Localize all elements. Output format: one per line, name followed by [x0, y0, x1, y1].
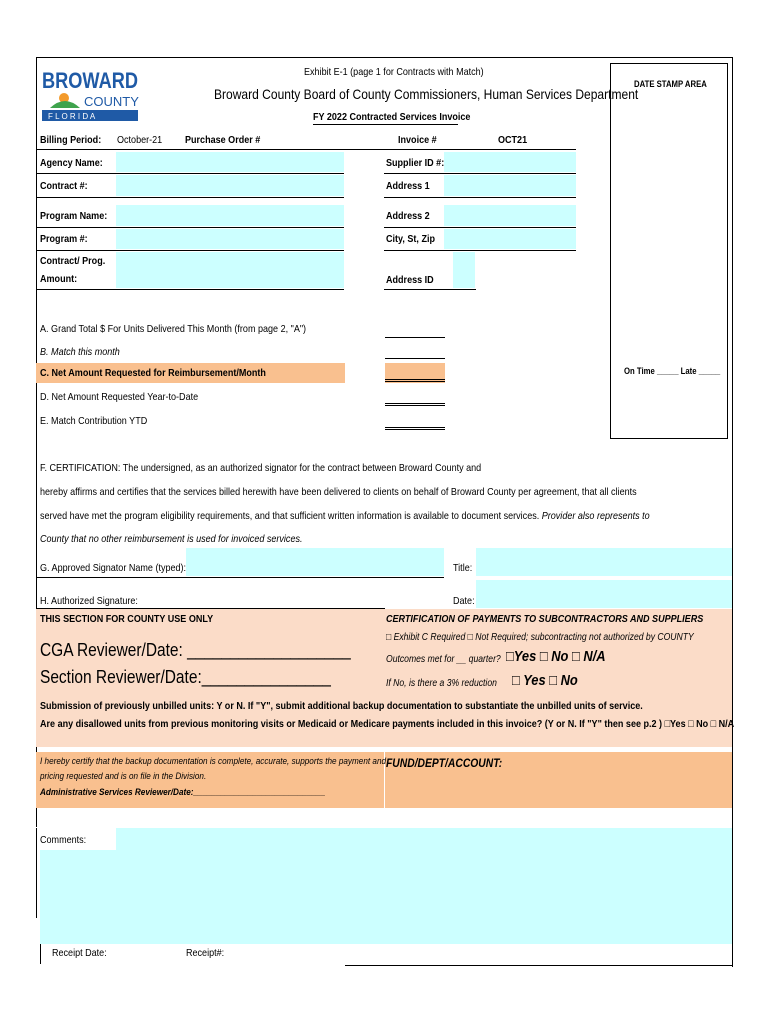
address2-input[interactable]: [444, 205, 576, 226]
billing-period-value[interactable]: October-21: [117, 134, 163, 146]
reduction-label: If No, is there a 3% reduction: [386, 678, 497, 689]
signator-title-label: Title:: [453, 562, 473, 574]
row-line: [36, 289, 344, 290]
address-id-input[interactable]: [453, 252, 475, 288]
program-number-label: Program #:: [40, 233, 88, 245]
receipt-number-label: Receipt#:: [186, 947, 225, 959]
admin-cert-line-2: pricing requested and is on file in the Division.: [40, 771, 207, 782]
receipt-date-label: Receipt Date:: [52, 947, 107, 959]
invoice-number-label: Invoice #: [398, 134, 437, 146]
receipt-underline[interactable]: [345, 965, 733, 966]
exhibit-label: Exhibit E-1 (page 1 for Contracts with Match): [304, 66, 484, 78]
billing-period-label: Billing Period:: [40, 134, 102, 146]
line-b-input[interactable]: [385, 358, 445, 359]
line-c-label: C. Net Amount Requested for Reimbursement/Month: [40, 367, 266, 379]
line-e-label: E. Match Contribution YTD: [40, 415, 148, 427]
signature-label: H. Authorized Signature:: [40, 595, 138, 607]
line-d-input[interactable]: [385, 403, 445, 406]
program-name-label: Program Name:: [40, 210, 108, 222]
signature-date-input[interactable]: [476, 580, 732, 608]
row-line: [384, 250, 576, 251]
cert-line-4: County that no other reimbursement is used for invoiced services.: [40, 533, 303, 545]
contract-number-label: Contract #:: [40, 180, 88, 192]
section-reviewer[interactable]: Section Reviewer/Date:_______________: [40, 667, 331, 687]
line-e-input[interactable]: [385, 427, 445, 430]
signature-date-label: Date:: [453, 595, 475, 607]
exhibit-c-options[interactable]: □ Exhibit C Required □ Not Required; subcontracting not authorized by COUNTY: [386, 632, 694, 643]
supplier-id-label: Supplier ID #:: [386, 157, 445, 169]
admin-cert-line-1: I hereby certify that the backup documentation is complete, accurate, supports the payment and: [40, 756, 387, 767]
contract-amount-input[interactable]: [116, 252, 344, 288]
row-line: [36, 250, 344, 251]
signator-name-label: G. Approved Signator Name (typed):: [40, 562, 187, 574]
city-state-zip-input[interactable]: [444, 229, 576, 249]
line-d-label: D. Net Amount Requested Year-to-Date: [40, 391, 199, 403]
cert-line-3: served have met the program eligibility requirements, and that sufficient written information is available to document services. Provider also represents to: [40, 510, 650, 522]
line-a-label: A. Grand Total $ For Units Delivered This Month (from page 2, "A"): [40, 323, 307, 335]
cert-line-2: hereby affirms and certifies that the services billed herewith have been delivered to clients on behalf of Broward County per agreement, that all clients: [40, 486, 637, 498]
address1-input[interactable]: [444, 175, 576, 196]
signator-name-input[interactable]: [186, 548, 444, 576]
broward-county-logo: [40, 64, 140, 124]
disallowed-units-line[interactable]: Are any disallowed units from previous monitoring visits or Medicaid or Medicare payments included in this invoice? (Y or N. If "Y" then see p.2 ) □Yes □ No □ N/A: [40, 718, 735, 730]
address1-label: Address 1: [386, 180, 430, 192]
invoice-title: FY 2022 Contracted Services Invoice: [313, 111, 471, 123]
city-state-zip-label: City, St, Zip: [386, 233, 436, 245]
org-title: Broward County Board of County Commissioners, Human Services Department: [214, 86, 639, 102]
right-border: [732, 57, 733, 967]
county-use-header: THIS SECTION FOR COUNTY USE ONLY: [40, 613, 214, 625]
agency-name-input[interactable]: [116, 152, 344, 172]
line-a-input[interactable]: [385, 337, 445, 338]
top-border: [36, 57, 733, 58]
row-line: [36, 173, 344, 174]
program-number-input[interactable]: [116, 229, 344, 249]
line-b-label: B. Match this month: [40, 346, 120, 358]
row-line: [384, 289, 476, 290]
contract-prog-label: Contract/ Prog.: [40, 255, 106, 267]
outcomes-label: Outcomes met for __ quarter?: [386, 654, 501, 665]
line-c-underline: [385, 379, 445, 382]
address-id-label: Address ID: [386, 274, 434, 286]
invoice-number-value[interactable]: OCT21: [498, 134, 528, 146]
amount-label: Amount:: [40, 273, 78, 285]
comments-input[interactable]: [40, 850, 732, 944]
date-stamp-label: DATE STAMP AREA: [634, 79, 707, 89]
comments-input-top[interactable]: [116, 828, 732, 850]
receipt-left-border: [40, 944, 41, 964]
row-line: [384, 227, 576, 228]
purchase-order-label: Purchase Order #: [185, 134, 261, 146]
row-line: [384, 173, 576, 174]
row-line: [36, 227, 344, 228]
program-name-input[interactable]: [116, 205, 344, 226]
admin-reviewer-date[interactable]: Administrative Services Reviewer/Date:_____________________________: [40, 787, 326, 798]
unbilled-units-line: Submission of previously unbilled units: Y or N. If "Y", submit additional backup documentation to substantiate the unbilled units of service.: [40, 700, 643, 712]
row-line: [36, 577, 444, 578]
logo-broward: BROWARD: [42, 68, 138, 93]
supplier-id-input[interactable]: [444, 152, 576, 172]
signator-title-input[interactable]: [476, 548, 732, 576]
reduction-checkboxes[interactable]: □ Yes □ No: [512, 672, 578, 689]
subcontractor-cert-header: CERTIFICATION OF PAYMENTS TO SUBCONTRACTORS AND SUPPLIERS: [386, 613, 704, 625]
on-time-late[interactable]: On Time _____ Late _____: [624, 366, 721, 376]
outcomes-checkboxes[interactable]: □Yes □ No □ N/A: [506, 648, 606, 665]
title-underline: [313, 124, 458, 125]
agency-name-label: Agency Name:: [40, 157, 103, 169]
comments-label: Comments:: [40, 834, 87, 846]
comments-left-border: [36, 828, 37, 918]
contract-number-input[interactable]: [116, 175, 344, 196]
date-stamp-box: [610, 63, 728, 439]
fund-dept-account[interactable]: FUND/DEPT/ACCOUNT:: [386, 756, 503, 770]
cert-line-1: F. CERTIFICATION: The undersigned, as an authorized signator for the contract between Broward County and: [40, 462, 482, 474]
logo-county: COUNTY: [84, 94, 139, 109]
row-line: [384, 197, 576, 198]
address2-label: Address 2: [386, 210, 430, 222]
logo-florida: F L O R I D A: [48, 112, 96, 121]
cga-reviewer[interactable]: CGA Reviewer/Date: ___________________: [40, 640, 351, 660]
billing-underline: [36, 149, 576, 150]
row-line: [36, 197, 344, 198]
